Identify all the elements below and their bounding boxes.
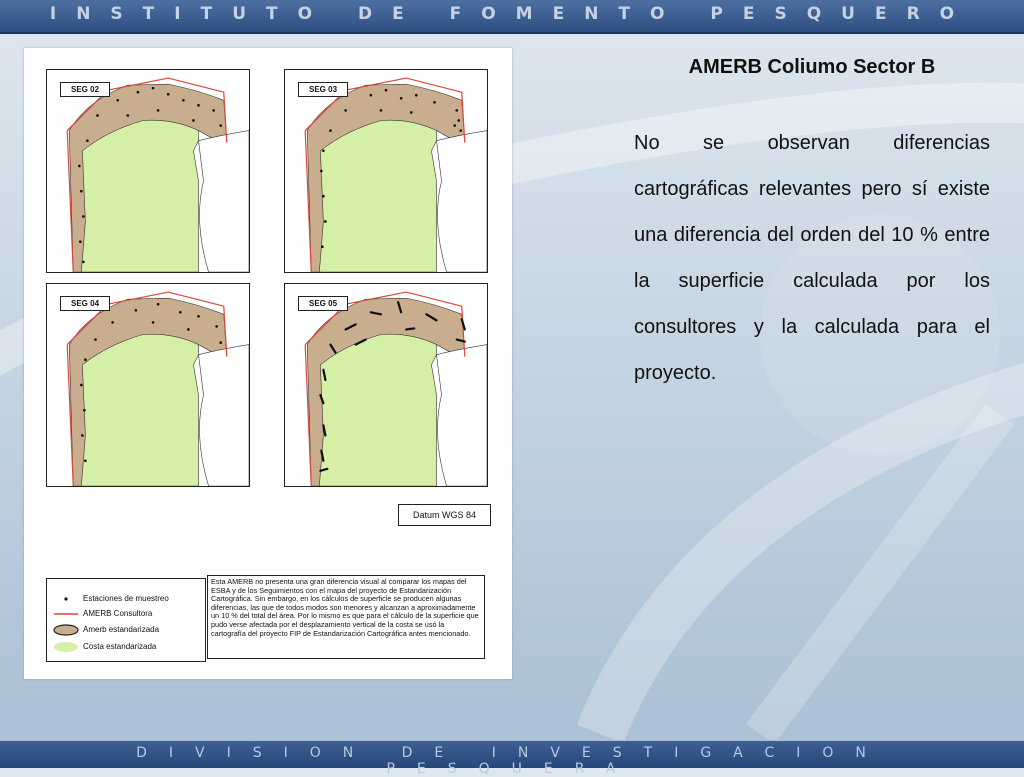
panel-label: SEG 04	[60, 296, 110, 311]
dot-icon	[53, 593, 79, 605]
legend-item	[47, 623, 205, 637]
header-title: INSTITUTO DE FOMENTO PESQUERO	[49, 4, 975, 24]
map-panel-seg04	[46, 283, 250, 487]
legend-label: Costa estandarizada	[83, 642, 157, 651]
footer-bar	[0, 741, 1024, 777]
map-panel-seg02	[46, 69, 250, 273]
map-seg03	[285, 70, 487, 272]
map-seg04	[47, 284, 249, 486]
slide-body: No se observan diferencias cartográficas relevantes pero sí existe una diferencia del orden del 10 % entre la superficie calculada por los consultores y la calculada para el proyecto.	[634, 132, 990, 384]
tan-ellipse-icon	[53, 624, 79, 636]
legend-item	[47, 640, 205, 654]
legend-label: AMERB Consultora	[83, 609, 153, 618]
map-legend	[46, 578, 206, 662]
red-line-icon	[53, 608, 79, 620]
datum-label: Datum WGS 84	[398, 504, 491, 526]
slide-title: AMERB Coliumo Sector B	[688, 56, 936, 78]
legend-label: Estaciones de muestreo	[83, 594, 169, 603]
green-ellipse-icon	[53, 641, 79, 653]
map-seg05	[285, 284, 487, 486]
map-panel-seg05	[284, 283, 488, 487]
legend-label: Amerb estandarizada	[83, 625, 160, 634]
figure-note: Esta AMERB no presenta una gran diferencia visual al comparar los mapas del ESBA y de los Seguimientos con el mapa del proyecto de Estandarización Cartográfica. Sin embargo, en los cálculos de superficie se producen algunas diferencias, las que de todos modos son menores y alcanzan a aproximadamente un 10 % del total del área. Por lo mismo es que para el cálculo de la superficie que pudo verse afectada por el desplazamiento vertical de la costa se usó la cartografía del proyecto FIP de Estandarización Cartográfica antes mencionado.	[207, 575, 485, 659]
panel-label: SEG 05	[298, 296, 348, 311]
panel-label: SEG 03	[298, 82, 348, 97]
map-panel-seg03	[284, 69, 488, 273]
panel-label: SEG 02	[60, 82, 110, 97]
header-bar	[0, 0, 1024, 34]
legend-item	[47, 592, 205, 606]
footer-title: DIVISION DE INVESTIGACION PESQUERA	[136, 745, 888, 777]
map-figure	[24, 48, 512, 679]
map-seg02	[47, 70, 249, 272]
legend-item	[47, 607, 205, 621]
